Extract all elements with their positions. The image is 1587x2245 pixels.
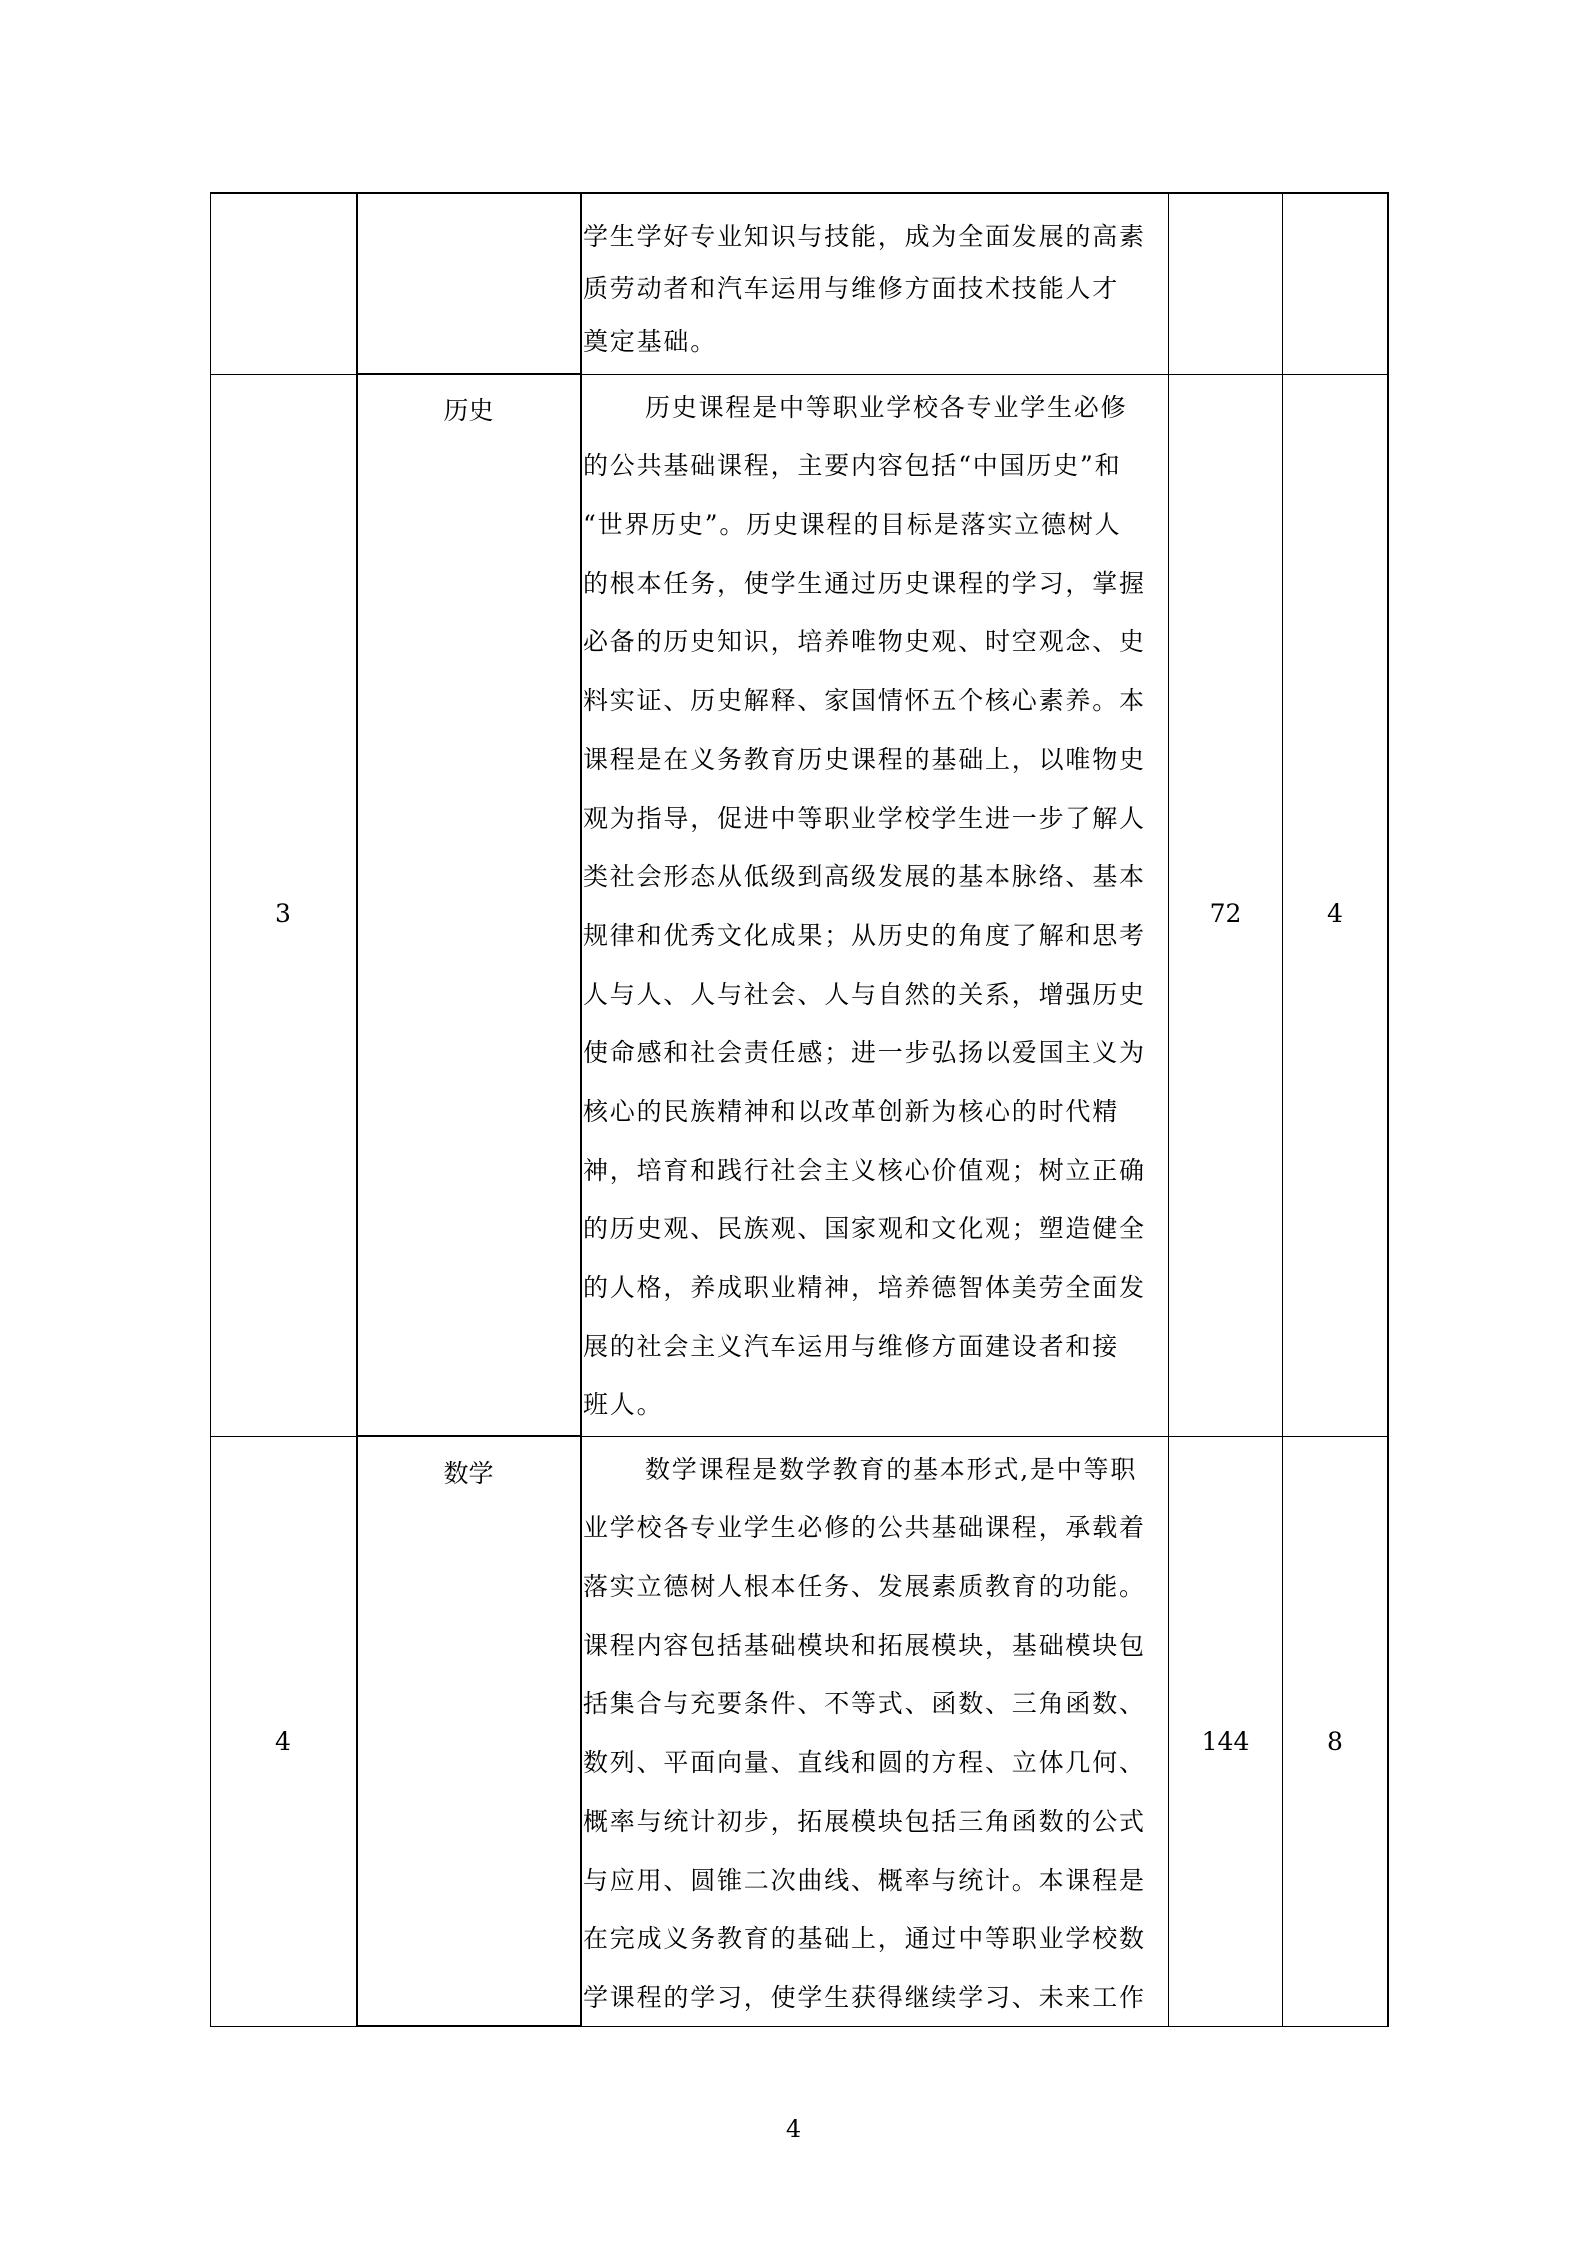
text-line: 业学校各专业学生必修的公共基础课程，承载着 [583, 1513, 1146, 1542]
text-line: 学课程的学习，使学生获得继续学习、未来工作 [583, 1983, 1146, 2012]
text-line: 在完成义务教育的基础上，通过中等职业学校数 [583, 1924, 1146, 1953]
text-line: 观为指导，促进中等职业学校学生进一步了解人 [583, 804, 1146, 833]
text-line: 料实证、历史解释、家国情怀五个核心素养。本 [583, 686, 1146, 715]
text-line: 班人。 [583, 1390, 664, 1419]
text-line: 展的社会主义汽车运用与维修方面建设者和接 [583, 1332, 1120, 1361]
text-line: 与应用、圆锥二次曲线、概率与统计。本课程是 [583, 1866, 1146, 1895]
text-line: 括集合与充要条件、不等式、函数、三角函数、 [583, 1689, 1146, 1718]
text-line: 课程是在义务教育历史课程的基础上，以唯物史 [583, 745, 1146, 774]
course-hours: 72 [1209, 899, 1242, 928]
table-rule [356, 192, 358, 2027]
text-line: 课程内容包括基础模块和拓展模块，基础模块包 [583, 1631, 1146, 1660]
text-line: 历史课程是中等职业学校各专业学生必修 [645, 393, 1128, 422]
text-line: 类社会形态从低级到高级发展的基本脉络、基本 [583, 862, 1146, 891]
text-line: 概率与统计初步，拓展模块包括三角函数的公式 [583, 1807, 1146, 1836]
text-line: 的人格，养成职业精神，培养德智体美劳全面发 [583, 1273, 1146, 1302]
course-credits: 4 [1327, 899, 1343, 928]
text-line: “世界历史”。历史课程的目标是落实立德树人 [583, 510, 1122, 539]
table-rule [357, 373, 581, 375]
table-rule [580, 192, 582, 2027]
text-line: 的公共基础课程，主要内容包括“中国历史”和 [583, 451, 1122, 480]
text-line: 神，培育和践行社会主义核心价值观；树立正确 [583, 1156, 1146, 1185]
text-line: 的根本任务，使学生通过历史课程的学习，掌握 [583, 569, 1146, 598]
text-line: 人与人、人与社会、人与自然的关系，增强历史 [583, 980, 1146, 1009]
row-index: 4 [275, 1727, 291, 1756]
text-line: 数列、平面向量、直线和圆的方程、立体几何、 [583, 1748, 1146, 1777]
page-number: 4 [785, 2115, 802, 2143]
text-line: 的历史观、民族观、国家观和文化观；塑造健全 [583, 1214, 1146, 1243]
text-line: 使命感和社会责任感；进一步弘扬以爱国主义为 [583, 1038, 1146, 1067]
text-line: 奠定基础。 [583, 327, 718, 356]
table-rule [210, 192, 1389, 194]
course-credits: 8 [1327, 1727, 1343, 1756]
table-rule [1387, 192, 1389, 2027]
text-line: 必备的历史知识，培养唯物史观、时空观念、史 [583, 627, 1146, 656]
text-line: 规律和优秀文化成果；从历史的角度了解和思考 [583, 921, 1146, 950]
course-hours: 144 [1201, 1727, 1250, 1756]
text-line: 数学课程是数学教育的基本形式,是中等职 [645, 1455, 1138, 1484]
table-rule [357, 1435, 581, 1437]
text-line: 学生学好专业知识与技能，成为全面发展的高素 [583, 222, 1146, 251]
text-line: 质劳动者和汽车运用与维修方面技术技能人才 [583, 274, 1120, 303]
table-rule [357, 2025, 581, 2027]
text-line: 落实立德树人根本任务、发展素质教育的功能。 [583, 1572, 1146, 1601]
text-line: 核心的民族精神和以改革创新为核心的时代精 [583, 1097, 1120, 1126]
row-index: 3 [275, 899, 291, 928]
course-name: 历史 [443, 396, 494, 425]
course-name: 数学 [443, 1459, 494, 1488]
